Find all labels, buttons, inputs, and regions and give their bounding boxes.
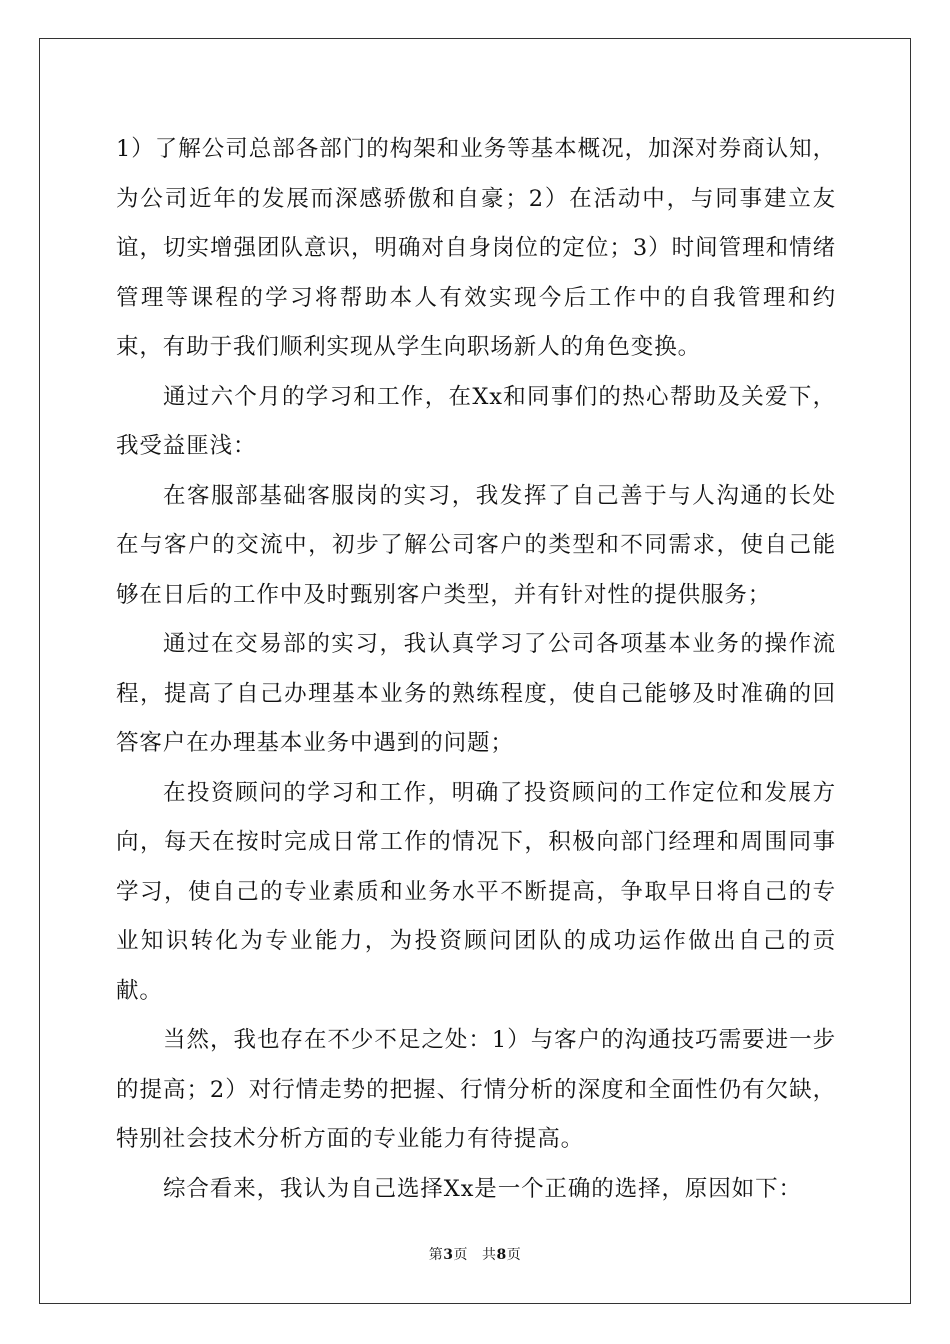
page-prefix: 第: [428, 1247, 444, 1263]
paragraph-3: 在客服部基础客服岗的实习，我发挥了自己善于与人沟通的长处在与客户的交流中，初步了解公司客户的类型和不同需求，使自己能够在日后的工作中及时甄别客户类型，并有针对性的提供服务；: [116, 482, 836, 608]
paragraph-5: 在投资顾问的学习和工作，明确了投资顾问的工作定位和发展方向，每天在按时完成日常工作的情况下，积极向部门经理和周围同事学习，使自己的专业素质和业务水平不断提高，争取早日将自己的专业知识转化为专业能力，为投资顾问团队的成功运作做出自己的贡献。: [116, 779, 836, 1004]
paragraph-4: 通过在交易部的实习，我认真学习了公司各项基本业务的操作流程，提高了自己办理基本业务的熟练程度，使自己能够及时准确的回答客户在办理基本业务中遇到的问题；: [116, 631, 836, 756]
page-suffix: 页: [453, 1247, 468, 1263]
total-suffix: 页: [506, 1247, 522, 1263]
total-prefix: 共: [482, 1247, 497, 1263]
page-number: 3: [443, 1247, 454, 1263]
paragraph-6: 当然，我也存在不少不足之处：1）与客户的沟通技巧需要进一步的提高；2）对行情走势的把握、行情分析的深度和全面性仍有欠缺，特别社会技术分析方面的专业能力有待提高。: [116, 1027, 836, 1152]
paragraph-1: 1）了解公司总部各部门的构架和业务等基本概况，加深对券商认知，为公司近年的发展而深感骄傲和自豪；2）在活动中，与同事建立友谊，切实增强团队意识，明确对自身岗位的定位；3）时间管理和情绪管理等课程的学习将帮助本人有效实现今后工作中的自我管理和约束，有助于我们顺利实现从学生向职场新人的角色变换。: [116, 136, 836, 360]
paragraph-7: 综合看来，我认为自己选择Xx是一个正确的选择，原因如下：: [163, 1175, 802, 1202]
paragraph-2: 通过六个月的学习和工作，在Xx和同事们的热心帮助及关爱下，我受益匪浅：: [116, 383, 836, 459]
document-body: [116, 125, 836, 1214]
total-pages: 8: [496, 1247, 507, 1263]
page-footer: [0, 1244, 950, 1264]
